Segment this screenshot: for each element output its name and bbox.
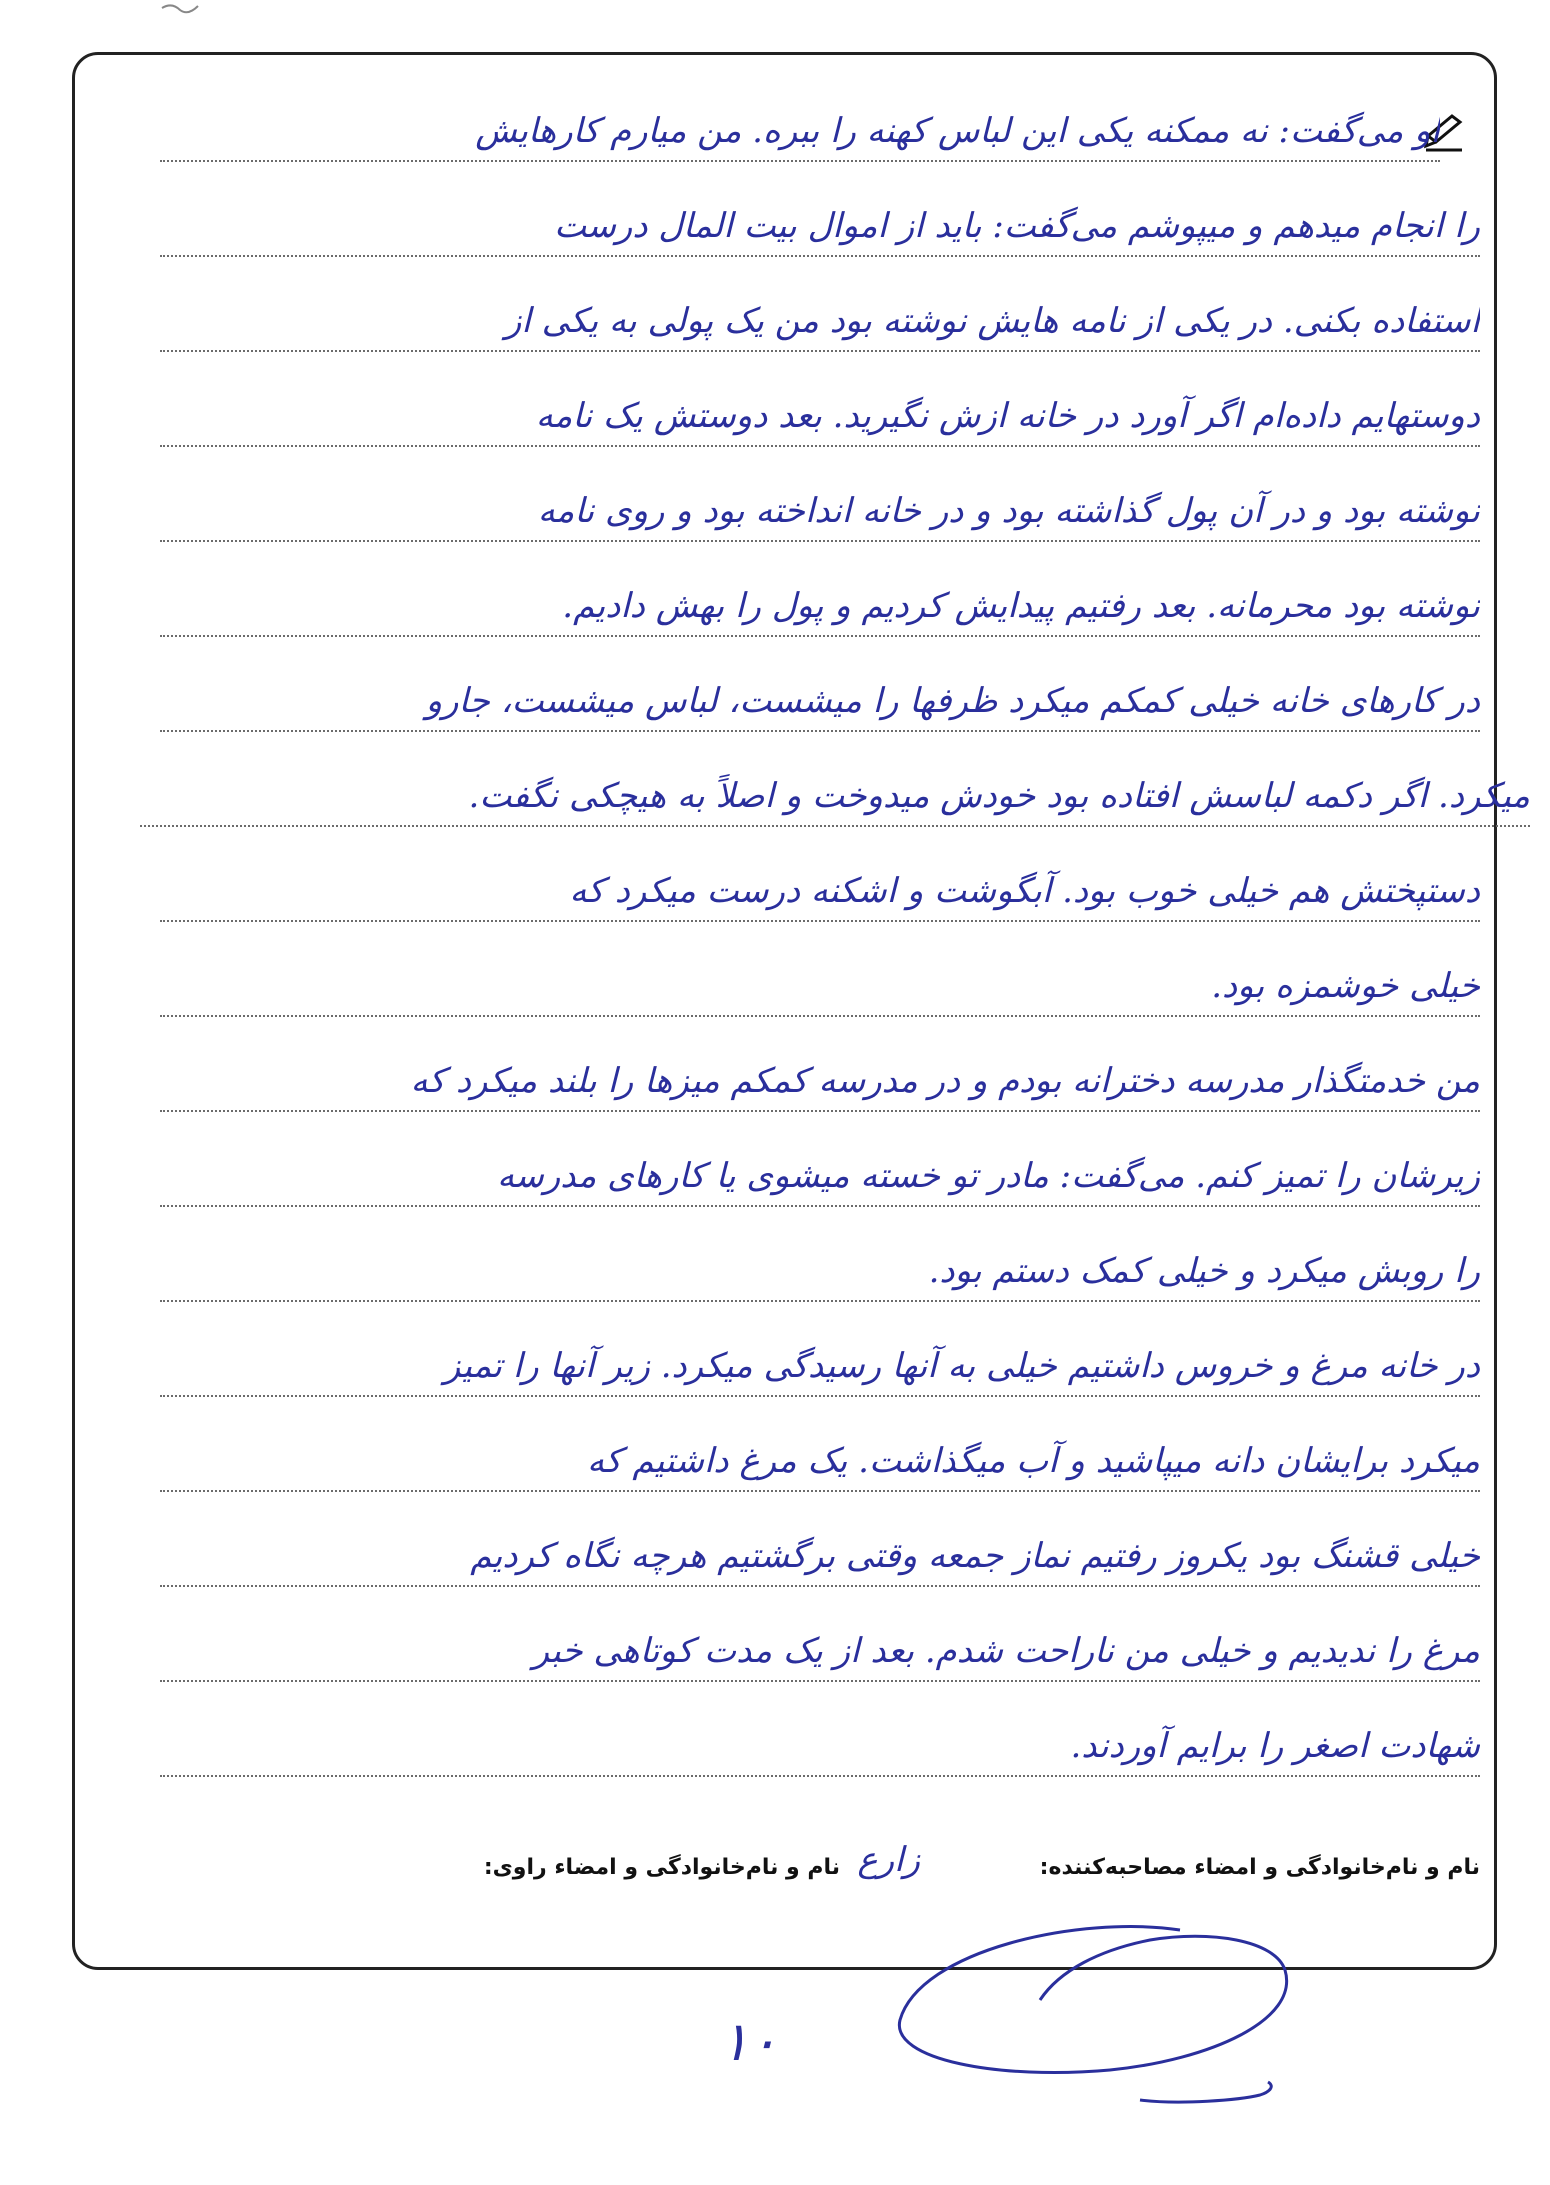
- text-line-5: نوشته بود و در آن پول گذاشته بود و در خانه انداخته بود و روی نامه: [160, 480, 1480, 542]
- scan-mark: [160, 0, 200, 20]
- text-line-14: در خانه مرغ و خروس داشتیم خیلی به آنها رسیدگی میکرد. زیر آنها را تمیز: [160, 1335, 1480, 1397]
- text-line-9: دستپختش هم خیلی خوب بود. آبگوشت و اشکنه درست میکرد که: [160, 860, 1480, 922]
- interviewer-signature: زارع: [857, 1840, 920, 1880]
- text-line-8: میکرد. اگر دکمه لباسش افتاده بود خودش میدوخت و اصلاً به هیچکی نگفت.: [140, 765, 1530, 827]
- text-line-7: در کارهای خانه خیلی کمکم میکرد ظرفها را میشست، لباس میشست، جارو: [160, 670, 1480, 732]
- text-line-2: را انجام میدهم و میپوشم می‌گفت: باید از اموال بیت المال درست: [160, 195, 1480, 257]
- text-line-12: زیرشان را تمیز کنم. می‌گفت: مادر تو خسته میشوی یا کارهای مدرسه: [160, 1145, 1480, 1207]
- text-line-15: میکرد برایشان دانه میپاشید و آب میگذاشت. یک مرغ داشتیم که: [160, 1430, 1480, 1492]
- text-line-18: شهادت اصغر را برایم آوردند.: [160, 1715, 1480, 1777]
- narrator-signature-scribble: [880, 1910, 1320, 2110]
- text-line-3: استفاده بکنی. در یکی از نامه هایش نوشته بود من یک پولی به یکی از: [160, 290, 1480, 352]
- text-line-4: دوستهایم داده‌ام اگر آورد در خانه ازش نگیرید. بعد دوستش یک نامه: [160, 385, 1480, 447]
- text-line-16: خیلی قشنگ بود یکروز رفتیم نماز جمعه وقتی برگشتیم هرچه نگاه کردیم: [160, 1525, 1480, 1587]
- text-line-17: مرغ را ندیدیم و خیلی من ناراحت شدم. بعد از یک مدت کوتاهی خبر: [160, 1620, 1480, 1682]
- interviewer-label: نام و نام‌خانوادگی و امضاء مصاحبه‌کننده:: [1039, 1855, 1480, 1880]
- text-line-10: خیلی خوشمزه بود.: [160, 955, 1480, 1017]
- text-line-13: را روبش میکرد و خیلی کمک دستم بود.: [160, 1240, 1480, 1302]
- signature-footer: [110, 1840, 1480, 1900]
- page-number: ۱۰: [720, 2010, 779, 2073]
- text-line-1: او می‌گفت: نه ممکنه یکی این لباس کهنه را ببره. من میارم کارهایش: [160, 100, 1440, 162]
- text-line-6: نوشته بود محرمانه. بعد رفتیم پیدایش کردیم و پول را بهش دادیم.: [160, 575, 1480, 637]
- text-line-11: من خدمتگذار مدرسه دخترانه بودم و در مدرسه کمکم میزها را بلند میکرد که: [160, 1050, 1480, 1112]
- narrator-label: نام و نام‌خانوادگی و امضاء راوی:: [483, 1855, 840, 1880]
- handwritten-text-block: [100, 60, 1530, 1890]
